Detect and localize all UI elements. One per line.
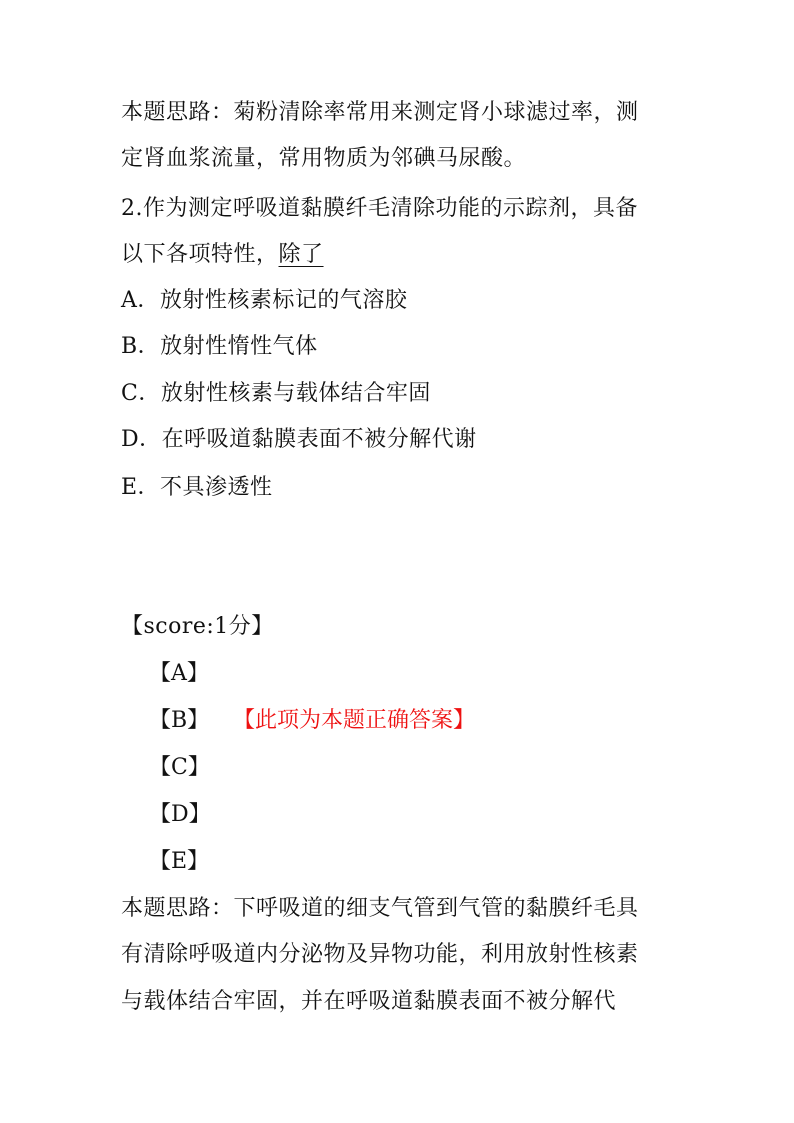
previous-explanation-line-1: 本题思路：菊粉清除率常用来测定肾小球滤过率，测 bbox=[121, 100, 639, 125]
question-stem-line-2 bbox=[121, 241, 324, 269]
score-label: 【score:1分】 bbox=[121, 614, 274, 639]
explanation-line-1: 本题思路：下呼吸道的细支气管到气管的黏膜纤毛具 bbox=[121, 896, 639, 921]
previous-explanation-line-2: 定肾血浆流量，常用物质为邻碘马尿酸。 bbox=[121, 146, 527, 171]
question-stem-emphasis: 除了 bbox=[278, 242, 324, 267]
correct-answer-note: 【此项为本题正确答案】 bbox=[233, 708, 476, 733]
answer-a: 【A】 bbox=[149, 661, 209, 686]
option-c: C．放射性核素与载体结合牢固 bbox=[121, 381, 431, 406]
question-stem-prefix: 以下各项特性， bbox=[121, 242, 279, 267]
option-b: B．放射性惰性气体 bbox=[121, 334, 318, 359]
option-d: D．在呼吸道黏膜表面不被分解代谢 bbox=[121, 427, 477, 452]
answer-c: 【C】 bbox=[149, 755, 210, 780]
answer-e: 【E】 bbox=[149, 849, 210, 874]
explanation-line-2: 有清除呼吸道内分泌物及异物功能，利用放射性核素 bbox=[121, 942, 639, 967]
answer-b: 【B】 bbox=[149, 708, 210, 733]
question-stem-line-1: 2.作为测定呼吸道黏膜纤毛清除功能的示踪剂，具备 bbox=[121, 196, 638, 221]
explanation-line-3: 与载体结合牢固，并在呼吸道黏膜表面不被分解代 bbox=[121, 989, 617, 1014]
answer-d: 【D】 bbox=[149, 802, 211, 827]
option-e: E．不具渗透性 bbox=[121, 475, 273, 500]
option-a: A．放射性核素标记的气溶胶 bbox=[121, 288, 408, 313]
